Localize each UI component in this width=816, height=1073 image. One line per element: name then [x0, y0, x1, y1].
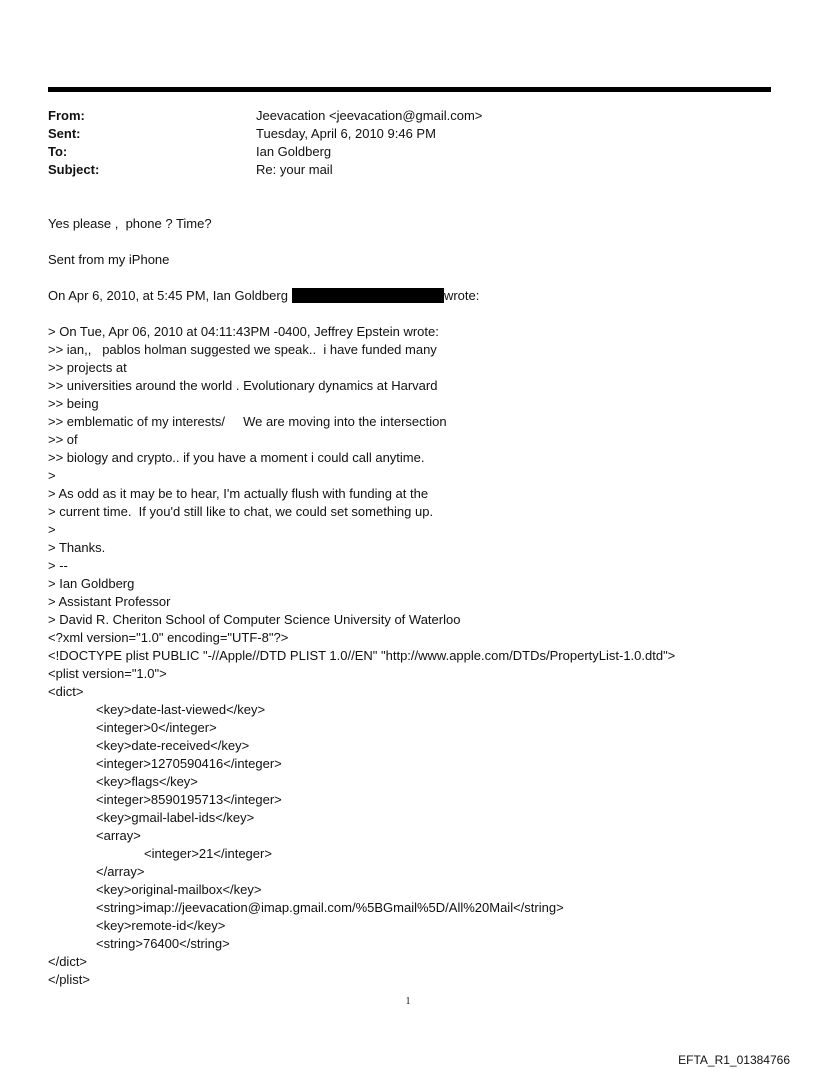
plist-line: <string>imap://jeevacation@imap.gmail.com/%5BGmail%5D/All%20Mail</string>	[96, 900, 564, 915]
plist-line: <integer>21</integer>	[144, 846, 272, 861]
quoted-line: >> emblematic of my interests/ We are moving into the intersection	[48, 414, 447, 429]
quoted-line: >> universities around the world . Evolutionary dynamics at Harvard	[48, 378, 438, 393]
document-id: EFTA_R1_01384766	[678, 1053, 790, 1067]
plist-line: </plist>	[48, 972, 90, 987]
attribution-line	[48, 287, 748, 305]
to-label: To:	[48, 144, 68, 159]
subject-label: Subject:	[48, 162, 100, 177]
plist-line: <!DOCTYPE plist PUBLIC "-//Apple//DTD PLIST 1.0//EN" "http://www.apple.com/DTDs/PropertyList-1.0.dtd">	[48, 648, 676, 663]
quoted-line: >	[48, 522, 56, 537]
quoted-line: > Thanks.	[48, 540, 106, 555]
plist-line: <key>remote-id</key>	[96, 918, 226, 933]
attribution-suffix: wrote:	[443, 288, 480, 303]
quoted-line: > Ian Goldberg	[48, 576, 135, 591]
header-rule	[48, 87, 771, 92]
plist-line: <string>76400</string>	[96, 936, 230, 951]
quoted-line: >> ian,, pablos holman suggested we speak.. i have funded many	[48, 342, 437, 357]
plist-line: <key>date-received</key>	[96, 738, 250, 753]
plist-line: <key>date-last-viewed</key>	[96, 702, 266, 717]
message-body	[48, 215, 748, 989]
quoted-line: > current time. If you'd still like to chat, we could set something up.	[48, 504, 434, 519]
quoted-line: > David R. Cheriton School of Computer Science University of Waterloo	[48, 612, 461, 627]
quoted-line: >	[48, 468, 56, 483]
redaction-box	[292, 288, 444, 303]
plist-line: <?xml version="1.0" encoding="UTF-8"?>	[48, 630, 289, 645]
quoted-line: >> projects at	[48, 360, 127, 375]
quoted-line: >> being	[48, 396, 99, 411]
plist-line: <integer>0</integer>	[96, 720, 217, 735]
plist-line: <integer>8590195713</integer>	[96, 792, 282, 807]
plist-line: <integer>1270590416</integer>	[96, 756, 282, 771]
plist-line: <key>flags</key>	[96, 774, 198, 789]
quoted-line: >> biology and crypto.. if you have a moment i could call anytime.	[48, 450, 425, 465]
quoted-line: > On Tue, Apr 06, 2010 at 04:11:43PM -0400, Jeffrey Epstein wrote:	[48, 324, 439, 339]
subject-value: Re: your mail	[256, 162, 333, 177]
plist-line: <array>	[96, 828, 141, 843]
reply-text: Yes please , phone ? Time?	[48, 216, 212, 231]
attribution-prefix: On Apr 6, 2010, at 5:45 PM, Ian Goldberg	[48, 288, 288, 303]
quoted-line: > As odd as it may be to hear, I'm actually flush with funding at the	[48, 486, 429, 501]
plist-line: <key>original-mailbox</key>	[96, 882, 262, 897]
quoted-line: > Assistant Professor	[48, 594, 171, 609]
plist-block	[48, 629, 748, 989]
plist-line: </dict>	[48, 954, 88, 969]
from-label: From:	[48, 108, 85, 123]
quoted-line: >> of	[48, 432, 78, 447]
sent-label: Sent:	[48, 126, 81, 141]
plist-line: </array>	[96, 864, 145, 879]
plist-line: <plist version="1.0">	[48, 666, 167, 681]
to-value: Ian Goldberg	[256, 144, 332, 159]
quoted-line: > --	[48, 558, 68, 573]
page-number: 1	[405, 996, 411, 1007]
plist-line: <dict>	[48, 684, 84, 699]
signature-text: Sent from my iPhone	[48, 252, 170, 267]
quoted-text	[48, 323, 748, 629]
plist-line: <key>gmail-label-ids</key>	[96, 810, 255, 825]
sent-value: Tuesday, April 6, 2010 9:46 PM	[256, 126, 436, 141]
from-value: Jeevacation <jeevacation@gmail.com>	[256, 108, 483, 123]
